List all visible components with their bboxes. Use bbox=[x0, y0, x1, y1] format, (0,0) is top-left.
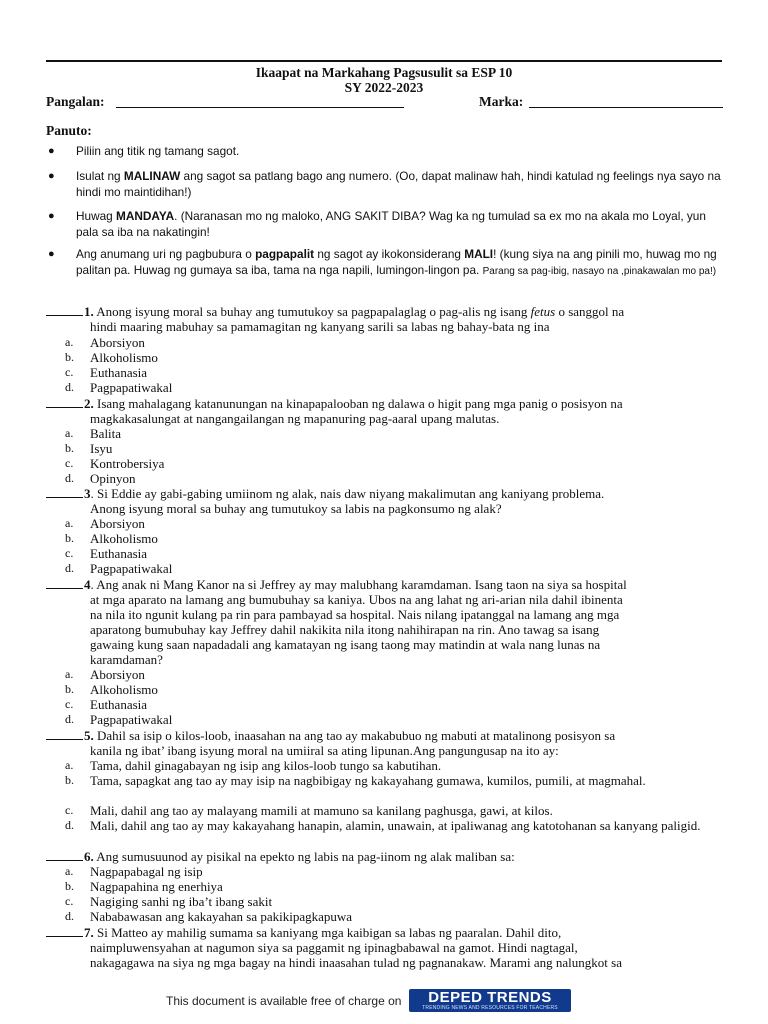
q1-option-d[interactable]: d. Pagpapatiwakal bbox=[65, 380, 173, 395]
name-blank[interactable] bbox=[116, 107, 404, 108]
question-2: 2. Isang mahalagang katanunungan na kinapapalooban ng dalawa o higit pang mga panig o posisyon na magkakasalungat at nangangailangan ng mapanuring pag-aaral upang malutas. bbox=[46, 396, 722, 426]
q3-option-a[interactable]: a. Aborsiyon bbox=[65, 516, 145, 531]
school-year: SY 2022-2023 bbox=[344, 80, 424, 95]
answer-blank[interactable] bbox=[46, 577, 83, 589]
q5-option-b[interactable]: b. Tama, sapagkat ang tao ay may isip na nagbibigay ng kakayahang gumawa, kumilos, pumili, at magmahal. bbox=[65, 773, 646, 788]
q3-option-b[interactable]: b. Alkoholismo bbox=[65, 531, 158, 546]
q4-option-d[interactable]: d. Pagpapatiwakal bbox=[65, 712, 173, 727]
answer-blank[interactable] bbox=[46, 849, 83, 861]
q1-option-c[interactable]: c. Euthanasia bbox=[65, 365, 148, 380]
exam-title: Ikaapat na Markahang Pagsusulit sa ESP 10 bbox=[255, 65, 513, 80]
q6-option-d[interactable]: d. Nababawasan ang kakayahan sa pakikipagkapuwa bbox=[65, 909, 353, 924]
question-7: 7. Si Matteo ay mahilig sumama sa kaniyang mga kaibigan sa labas ng paaralan. Dahil dito, naimpluwensyahan at nagumon siya sa paggamit ng ipinagbabawal na gamot. Hindi nagtagal, nakagagawa na siya ng mga bagay na hindi inaasahan tulad ng pagnanakaw. Marami ang nalungkot sa bbox=[46, 925, 722, 970]
bullet-icon: ● bbox=[48, 210, 55, 222]
instruction-3: ● Huwag MANDAYA. (Naranasan mo ng maloko, ANG SAKIT DIBA? Wag ka ng tumulad sa ex mo na akala mo Loyal, yun pala sa iba na nakatingin! bbox=[48, 209, 706, 239]
deped-trends-logo[interactable]: DEPED TRENDS TRENDING NEWS AND RESOURCES FOR TEACHERS bbox=[409, 989, 571, 1012]
q4-option-b[interactable]: b. Alkoholismo bbox=[65, 682, 158, 697]
instruction-4: ● Ang anumang uri ng pagbubura o pagpapalit ng sagot ay ikokonsiderang MALI! (kung siya na ang pinili mo, huwag mo ng palitan pa. Huwag ng gumaya sa iba, tama na nga napili, lumingon-lingon pa. Parang sa pag-ibig, nasayo na ,pinakawalan mo pa!) bbox=[48, 247, 717, 277]
instruction-1: ● Piliin ang titik ng tamang sagot. bbox=[48, 144, 240, 158]
score-blank[interactable] bbox=[529, 107, 723, 108]
top-rule bbox=[46, 60, 722, 62]
answer-blank[interactable] bbox=[46, 396, 83, 408]
question-6: 6. Ang sumusuunod ay pisikal na epekto ng labis na pag-iinom ng alak maliban sa: bbox=[46, 849, 722, 864]
question-3: 3. Si Eddie ay gabi-gabing umiinom ng alak, nais daw niyang makalimutan ang kaniyang problema. Anong isyung moral sa buhay ang tumutukoy sa labis na pagkonsumo ng alak? bbox=[46, 486, 722, 516]
footer-text: This document is available free of charge on bbox=[166, 994, 402, 1008]
name-label: Pangalan: bbox=[46, 94, 105, 109]
name-score-line bbox=[46, 94, 722, 110]
bullet-icon: ● bbox=[48, 170, 55, 182]
q1-option-b[interactable]: b. Alkoholismo bbox=[65, 350, 158, 365]
answer-blank[interactable] bbox=[46, 304, 83, 316]
q4-option-a[interactable]: a. Aborsiyon bbox=[65, 667, 145, 682]
question-4: 4. Ang anak ni Mang Kanor na si Jeffrey ay may malubhang karamdaman. Isang taon na siya sa hospital at mga aparato na lamang ang bumubuhay sa kaniya. Ubos na ang lahat ng ari-arian nila dahil ibinenta na nila ito ngunit kulang pa rin para pambayad sa hospital. Nais nilang ipatanggal na lamang ang mga aparatong bumubuhay kay Jeffrey dahil nakikita nila itong nahihirapan na rin. Ano tawag sa isang gawaing kung saan napadadali ang kamatayan ng isang taong may matindin at wala nang lunas na karamdaman? bbox=[46, 577, 722, 667]
score-label: Marka: bbox=[479, 94, 524, 109]
bullet-icon: ● bbox=[48, 248, 55, 260]
q3-option-c[interactable]: c. Euthanasia bbox=[65, 546, 148, 561]
question-1: 1. Anong isyung moral sa buhay ang tumutukoy sa pagpapalaglag o pag-alis ng isang fetus o sanggol na hindi maaring mabuhay sa pamamagitan ng kanyang sarili sa labas ng bahay-bata ng ina bbox=[46, 304, 722, 334]
q2-option-c[interactable]: c. Kontrobersiya bbox=[65, 456, 165, 471]
q2-option-b[interactable]: b. Isyu bbox=[65, 441, 113, 456]
answer-blank[interactable] bbox=[46, 728, 83, 740]
q3-option-d[interactable]: d. Pagpapatiwakal bbox=[65, 561, 173, 576]
question-5: 5. Dahil sa isip o kilos-loob, inaasahan na ang tao ay makabubuo ng mabuti at matalinong posisyon sa kanila ng ibat’ ibang isyung moral na umiiral sa ating lipunan.Ang pangungusap na ito ay: bbox=[46, 728, 722, 758]
q1-option-a[interactable]: a. Aborsiyon bbox=[65, 335, 145, 350]
q5-option-a[interactable]: a. Tama, dahil ginagabayan ng isip ang kilos-loob tungo sa kabutihan. bbox=[65, 758, 442, 773]
q4-option-c[interactable]: c. Euthanasia bbox=[65, 697, 148, 712]
answer-blank[interactable] bbox=[46, 486, 83, 498]
instruction-2: ● Isulat ng MALINAW ang sagot sa patlang bago ang numero. (Oo, dapat malinaw hah, hindi katulad ng feelings nya sayo na hindi mo maintidihan!) bbox=[48, 169, 721, 199]
footer-banner bbox=[0, 988, 768, 1014]
q2-option-d[interactable]: d. Opinyon bbox=[65, 471, 136, 486]
q6-option-a[interactable]: a. Nagpapabagal ng isip bbox=[65, 864, 203, 879]
q2-option-a[interactable]: a. Balita bbox=[65, 426, 122, 441]
bullet-icon: ● bbox=[48, 145, 55, 157]
q6-option-c[interactable]: c. Nagiging sanhi ng iba’t ibang sakit bbox=[65, 894, 273, 909]
instructions-heading: Panuto: bbox=[46, 123, 92, 138]
q5-option-d[interactable]: d. Mali, dahil ang tao ay may kakayahang hanapin, alamin, unawain, at ipaliwanag ang katotohanan sa kanyang paligid. bbox=[65, 818, 701, 833]
q5-option-c[interactable]: c. Mali, dahil ang tao ay malayang mamili at mamuno sa kanilang paghusga, gawi, at kilos. bbox=[65, 803, 553, 818]
answer-blank[interactable] bbox=[46, 925, 83, 937]
q6-option-b[interactable]: b. Nagpapahina ng enerhiya bbox=[65, 879, 223, 894]
